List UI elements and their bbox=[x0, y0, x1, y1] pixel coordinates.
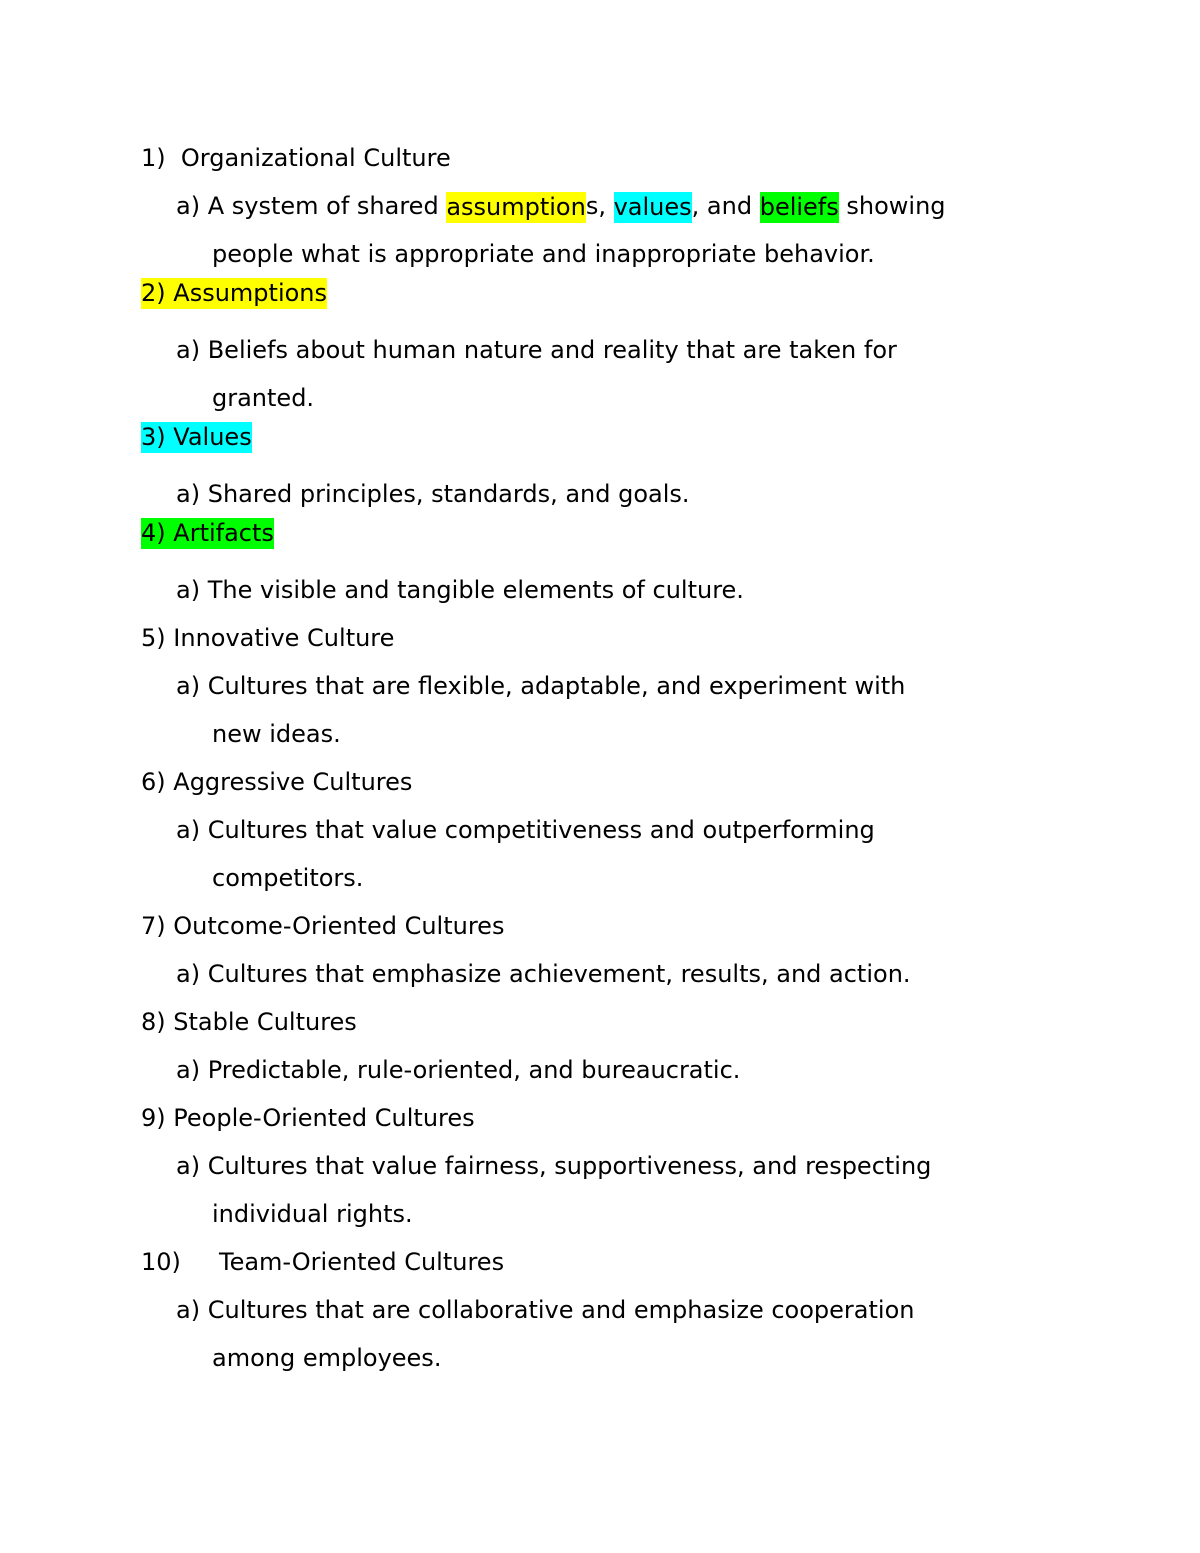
item-heading bbox=[141, 902, 504, 950]
item-8-definition bbox=[0, 1046, 1200, 1094]
item-marker: 6) bbox=[141, 768, 166, 796]
definition-text: granted. bbox=[212, 384, 315, 412]
definition-text: Cultures that are flexible, adaptable, and experiment with bbox=[207, 672, 906, 700]
numbered-outline bbox=[0, 134, 1200, 1382]
item-7-definition bbox=[0, 950, 1200, 998]
item-marker: 5) bbox=[141, 624, 166, 652]
definition-text: Cultures that value competitiveness and outperforming bbox=[207, 816, 875, 844]
definition-text: showing bbox=[838, 192, 946, 220]
item-4-definition bbox=[0, 566, 1200, 614]
definition-text: Beliefs about human nature and reality that are taken for bbox=[207, 336, 897, 364]
item-title: Organizational Culture bbox=[180, 144, 451, 172]
item-heading bbox=[141, 1094, 475, 1142]
outline-item-5 bbox=[0, 614, 1200, 662]
outline-item-1 bbox=[0, 134, 1200, 182]
definition-text: among employees. bbox=[212, 1344, 442, 1372]
item-2-definition bbox=[0, 326, 1200, 374]
definition-text: new ideas. bbox=[212, 720, 341, 748]
definition-text: individual rights. bbox=[212, 1200, 413, 1228]
definition-text: Shared principles, standards, and goals. bbox=[207, 480, 690, 508]
item-9-definition bbox=[0, 1142, 1200, 1190]
item-6-definition bbox=[0, 806, 1200, 854]
sub-marker: a) bbox=[176, 960, 201, 988]
definition-text: A system of shared bbox=[207, 192, 447, 220]
item-3-definition bbox=[0, 470, 1200, 518]
item-heading bbox=[141, 614, 394, 662]
sub-marker: a) bbox=[176, 336, 201, 364]
definition-text: Cultures that emphasize achievement, results, and action. bbox=[207, 960, 911, 988]
outline-item-2 bbox=[0, 278, 1200, 326]
sub-marker: a) bbox=[176, 1296, 201, 1324]
item-marker: 9) bbox=[141, 1104, 166, 1132]
item-heading bbox=[141, 758, 412, 806]
item-marker: 8) bbox=[141, 1008, 166, 1036]
definition-text: The visible and tangible elements of culture. bbox=[207, 576, 744, 604]
outline-item-6 bbox=[0, 758, 1200, 806]
item-heading bbox=[141, 998, 357, 1046]
outline-item-3 bbox=[0, 422, 1200, 470]
item-2-definition-continued bbox=[0, 374, 1200, 422]
outline-item-7 bbox=[0, 902, 1200, 950]
highlight-values: values bbox=[613, 192, 692, 221]
sub-marker: a) bbox=[176, 576, 201, 604]
item-title: Aggressive Cultures bbox=[173, 768, 413, 796]
item-marker: 1) bbox=[141, 144, 166, 172]
item-9-definition-continued bbox=[0, 1190, 1200, 1238]
sub-marker: a) bbox=[176, 1152, 201, 1180]
sub-marker: a) bbox=[176, 480, 201, 508]
item-5-definition bbox=[0, 662, 1200, 710]
item-heading-highlighted bbox=[141, 278, 327, 309]
outline-item-4 bbox=[0, 518, 1200, 566]
item-title: Outcome-Oriented Cultures bbox=[173, 912, 505, 940]
definition-text: Predictable, rule-oriented, and bureaucratic. bbox=[207, 1056, 741, 1084]
item-marker: 7) bbox=[141, 912, 166, 940]
definition-text: people what is appropriate and inappropriate behavior. bbox=[212, 240, 875, 268]
definition-text: , and bbox=[691, 192, 760, 220]
definition-text: Cultures that value fairness, supportiveness, and respecting bbox=[207, 1152, 932, 1180]
sub-marker: a) bbox=[176, 672, 201, 700]
item-6-definition-continued bbox=[0, 854, 1200, 902]
sub-marker: a) bbox=[176, 1056, 201, 1084]
item-title: Artifacts bbox=[173, 519, 274, 547]
item-marker: 3) bbox=[141, 423, 166, 451]
item-10-definition bbox=[0, 1286, 1200, 1334]
item-marker: 4) bbox=[141, 519, 166, 547]
item-title: People-Oriented Cultures bbox=[173, 1104, 475, 1132]
item-title: Values bbox=[173, 423, 252, 451]
outline-item-9 bbox=[0, 1094, 1200, 1142]
item-heading bbox=[141, 134, 451, 182]
sub-marker: a) bbox=[176, 192, 201, 220]
sub-marker: a) bbox=[176, 816, 201, 844]
item-heading bbox=[141, 1238, 504, 1286]
outline-item-10 bbox=[0, 1238, 1200, 1286]
item-5-definition-continued bbox=[0, 710, 1200, 758]
item-marker: 2) bbox=[141, 279, 166, 307]
item-1-definition-continued bbox=[0, 230, 1200, 278]
item-heading-highlighted bbox=[141, 422, 252, 453]
outline-item-8 bbox=[0, 998, 1200, 1046]
definition-text: s, bbox=[585, 192, 614, 220]
definition-text: Cultures that are collaborative and emphasize cooperation bbox=[207, 1296, 915, 1324]
item-title: Stable Cultures bbox=[173, 1008, 357, 1036]
item-title: Assumptions bbox=[173, 279, 328, 307]
item-title: Innovative Culture bbox=[173, 624, 395, 652]
item-heading-highlighted bbox=[141, 518, 274, 549]
highlight-beliefs: beliefs bbox=[759, 192, 839, 221]
item-1-definition bbox=[0, 182, 1200, 230]
highlight-assumption: assumption bbox=[446, 192, 586, 221]
definition-text: competitors. bbox=[212, 864, 364, 892]
item-marker: 10) bbox=[141, 1248, 181, 1276]
item-title: Team-Oriented Cultures bbox=[219, 1248, 505, 1276]
item-10-definition-continued bbox=[0, 1334, 1200, 1382]
